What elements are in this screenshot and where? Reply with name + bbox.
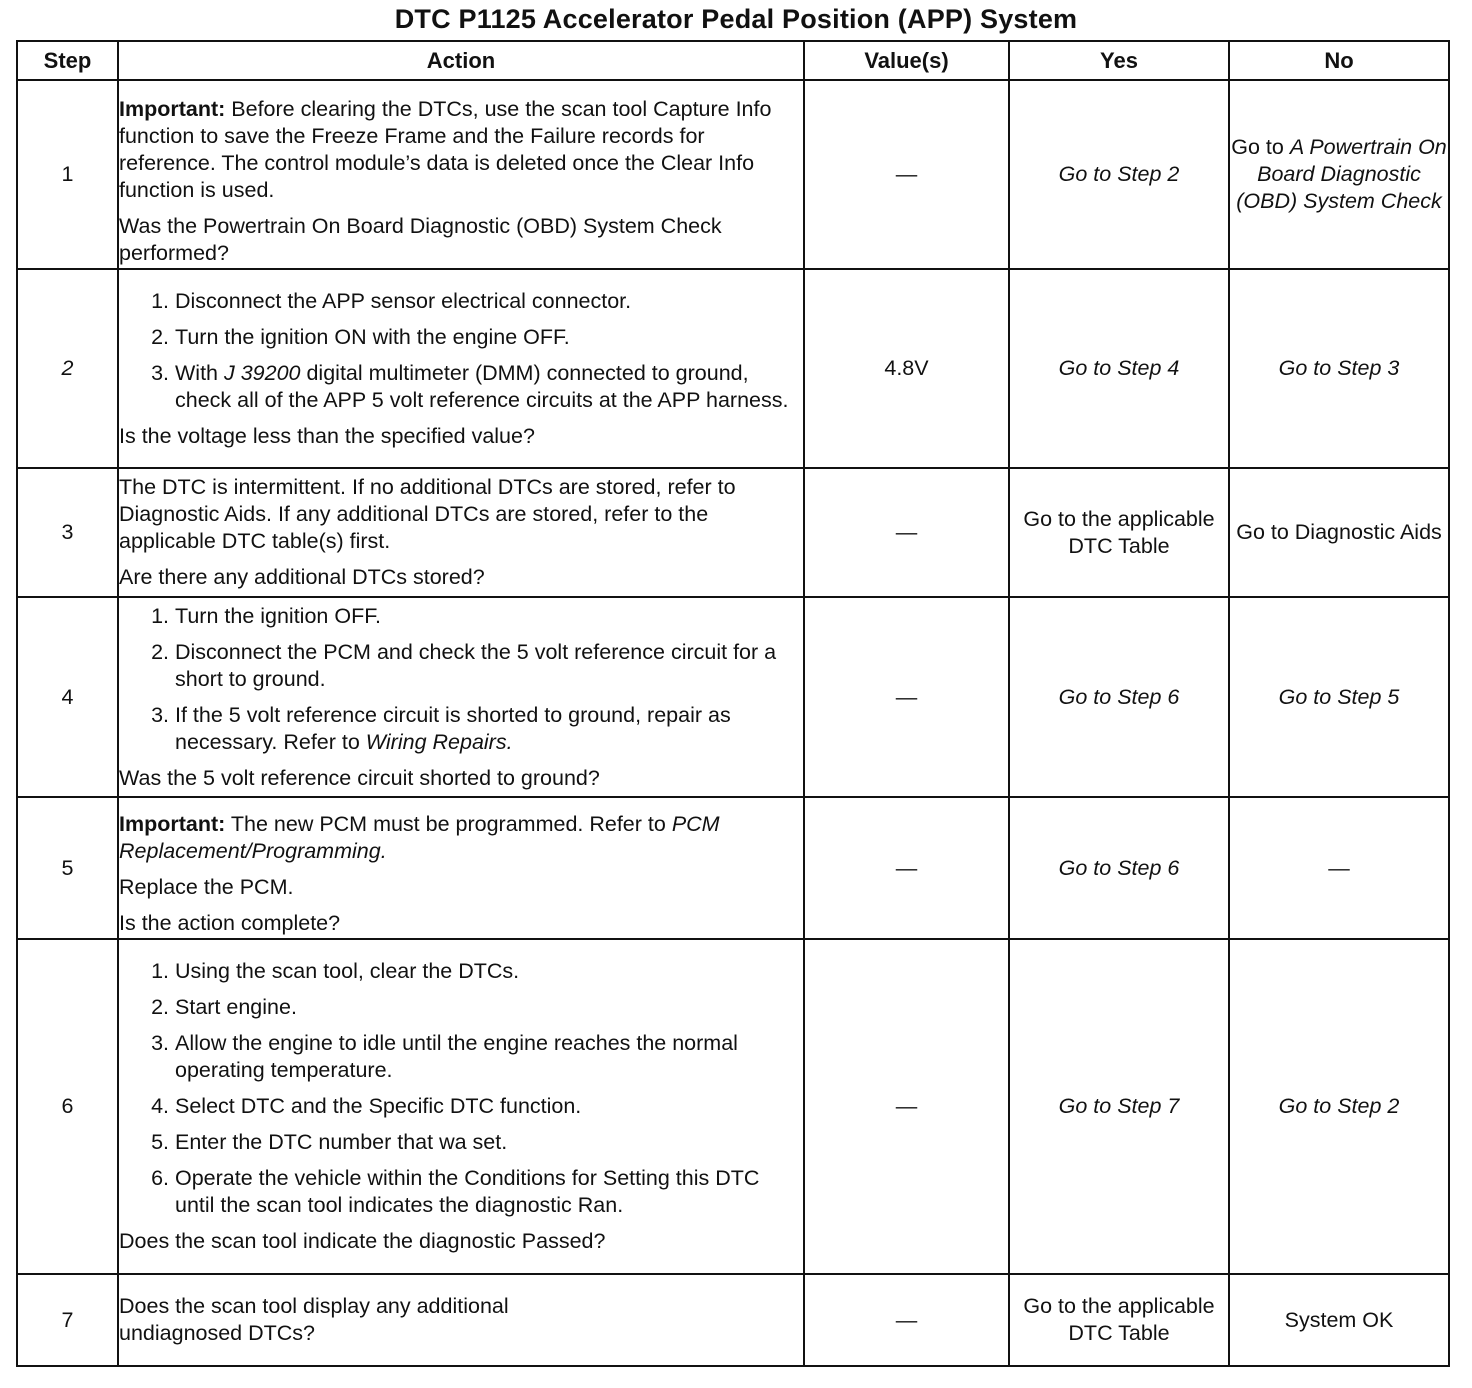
wiring-repairs-reference[interactable]: Wiring Repairs. (365, 729, 513, 754)
step-number: 5 (17, 797, 118, 939)
action-question: Is the voltage less than the specified value? (119, 423, 535, 448)
yes-cell[interactable]: Go to the applicable DTC Table (1009, 1274, 1229, 1366)
header-values: Value(s) (804, 41, 1009, 80)
important-label: Important: (119, 97, 226, 121)
value-cell: — (804, 468, 1009, 597)
list-item: 1. Turn the ignition OFF. (151, 603, 381, 628)
table-row (17, 269, 1449, 468)
header-no: No (1229, 41, 1449, 80)
action-text: The DTC is intermittent. If no additional DTCs are stored, refer to Diagnostic Aids. If any additional DTCs are stored, refer to the applicable DTC table(s) first. (119, 475, 736, 553)
value-cell: — (804, 939, 1009, 1274)
list-item: 4. Select DTC and the Specific DTC function. (151, 1094, 582, 1118)
table-row (17, 80, 1449, 269)
important-note (119, 96, 803, 204)
no-cell[interactable]: System OK (1229, 1274, 1449, 1366)
pcm-programming-reference[interactable]: PCM Replacement/Programming. (119, 812, 720, 863)
step-number: 4 (17, 597, 118, 797)
value-cell: — (804, 1274, 1009, 1366)
header-step: Step (17, 41, 118, 80)
no-prefix: Go to (1231, 135, 1290, 159)
no-cell[interactable] (1229, 80, 1449, 269)
value-cell: — (804, 597, 1009, 797)
list-item: 6. Operate the vehicle within the Conditions for Setting this DTC until the scan tool indicates the diagnostic Ran. (151, 1166, 760, 1217)
no-cell[interactable]: Go to Diagnostic Aids (1229, 468, 1449, 597)
action-question: Was the 5 volt reference circuit shorted to ground? (119, 765, 600, 790)
header-action: Action (118, 41, 804, 80)
table-row (17, 1274, 1449, 1366)
list-item: 1. Disconnect the APP sensor electrical connector. (151, 288, 632, 313)
no-cell[interactable]: Go to Step 5 (1229, 597, 1449, 797)
list-item: 3. With J 39200 digital multimeter (DMM) connected to ground, check all of the APP 5 volt reference circuits at the APP harness. (151, 360, 789, 412)
table-row (17, 939, 1449, 1274)
value-cell: 4.8V (804, 269, 1009, 468)
action-question: Are there any additional DTCs stored? (119, 565, 485, 589)
step-number: 1 (17, 80, 118, 269)
important-text: The new PCM must be programmed. Refer to (225, 812, 672, 836)
header-yes: Yes (1009, 41, 1229, 80)
action-cell (118, 269, 804, 468)
action-cell (118, 1274, 804, 1366)
action-steps (119, 288, 803, 414)
table-row (17, 597, 1449, 797)
action-question: Does the scan tool indicate the diagnostic Passed? (119, 1229, 606, 1253)
action-steps (119, 603, 803, 756)
step-number: 3 (17, 468, 118, 597)
value-cell: — (804, 80, 1009, 269)
list-item: 3. If the 5 volt reference circuit is shorted to ground, repair as necessary. Refer to Wiring Repairs. (151, 702, 731, 754)
no-link[interactable]: A Powertrain On Board Diagnostic (OBD) System Check (1236, 135, 1447, 213)
list-item: 3. Allow the engine to idle until the engine reaches the normal operating temperature. (151, 1031, 738, 1082)
diagnostic-table (16, 40, 1450, 1367)
action-question: Does the scan tool display any additional undiagnosed DTCs? (119, 1294, 509, 1345)
step-number: 7 (17, 1274, 118, 1366)
action-question: Is the action complete? (119, 911, 341, 935)
list-item: 5. Enter the DTC number that wa set. (151, 1130, 508, 1154)
action-cell (118, 797, 804, 939)
tool-reference: J 39200 (223, 360, 301, 385)
list-item: 1. Using the scan tool, clear the DTCs. (151, 959, 520, 983)
important-text: Before clearing the DTCs, use the scan tool Capture Info function to save the Freeze Frame and the Failure records for reference. The control module’s data is deleted once the Clear Info function is used. (119, 97, 772, 202)
list-item: 2. Turn the ignition ON with the engine OFF. (151, 324, 570, 349)
important-note (119, 811, 803, 865)
important-label: Important: (119, 812, 226, 836)
yes-cell[interactable]: Go to Step 4 (1009, 269, 1229, 468)
action-cell (118, 597, 804, 797)
table-row (17, 468, 1449, 597)
table-row (17, 797, 1449, 939)
action-steps (119, 958, 803, 1219)
step-number: 2 (17, 269, 118, 468)
yes-cell[interactable]: Go to Step 2 (1009, 80, 1229, 269)
value-cell: — (804, 797, 1009, 939)
table-title: DTC P1125 Accelerator Pedal Position (APP) System (394, 4, 1078, 34)
yes-cell[interactable]: Go to Step 6 (1009, 597, 1229, 797)
no-cell: — (1229, 797, 1449, 939)
yes-cell[interactable]: Go to Step 6 (1009, 797, 1229, 939)
action-question: Was the Powertrain On Board Diagnostic (OBD) System Check performed? (119, 214, 722, 265)
yes-cell[interactable]: Go to the applicable DTC Table (1009, 468, 1229, 597)
action-cell (118, 468, 804, 597)
list-item: 2. Start engine. (151, 995, 297, 1019)
header-row (17, 41, 1449, 80)
action-cell (118, 80, 804, 269)
yes-cell[interactable]: Go to Step 7 (1009, 939, 1229, 1274)
action-cell (118, 939, 804, 1274)
list-item: 2. Disconnect the PCM and check the 5 volt reference circuit for a short to ground. (151, 639, 777, 691)
no-cell[interactable]: Go to Step 3 (1229, 269, 1449, 468)
no-cell[interactable]: Go to Step 2 (1229, 939, 1449, 1274)
step-number: 6 (17, 939, 118, 1274)
action-instruction: Replace the PCM. (119, 875, 294, 899)
